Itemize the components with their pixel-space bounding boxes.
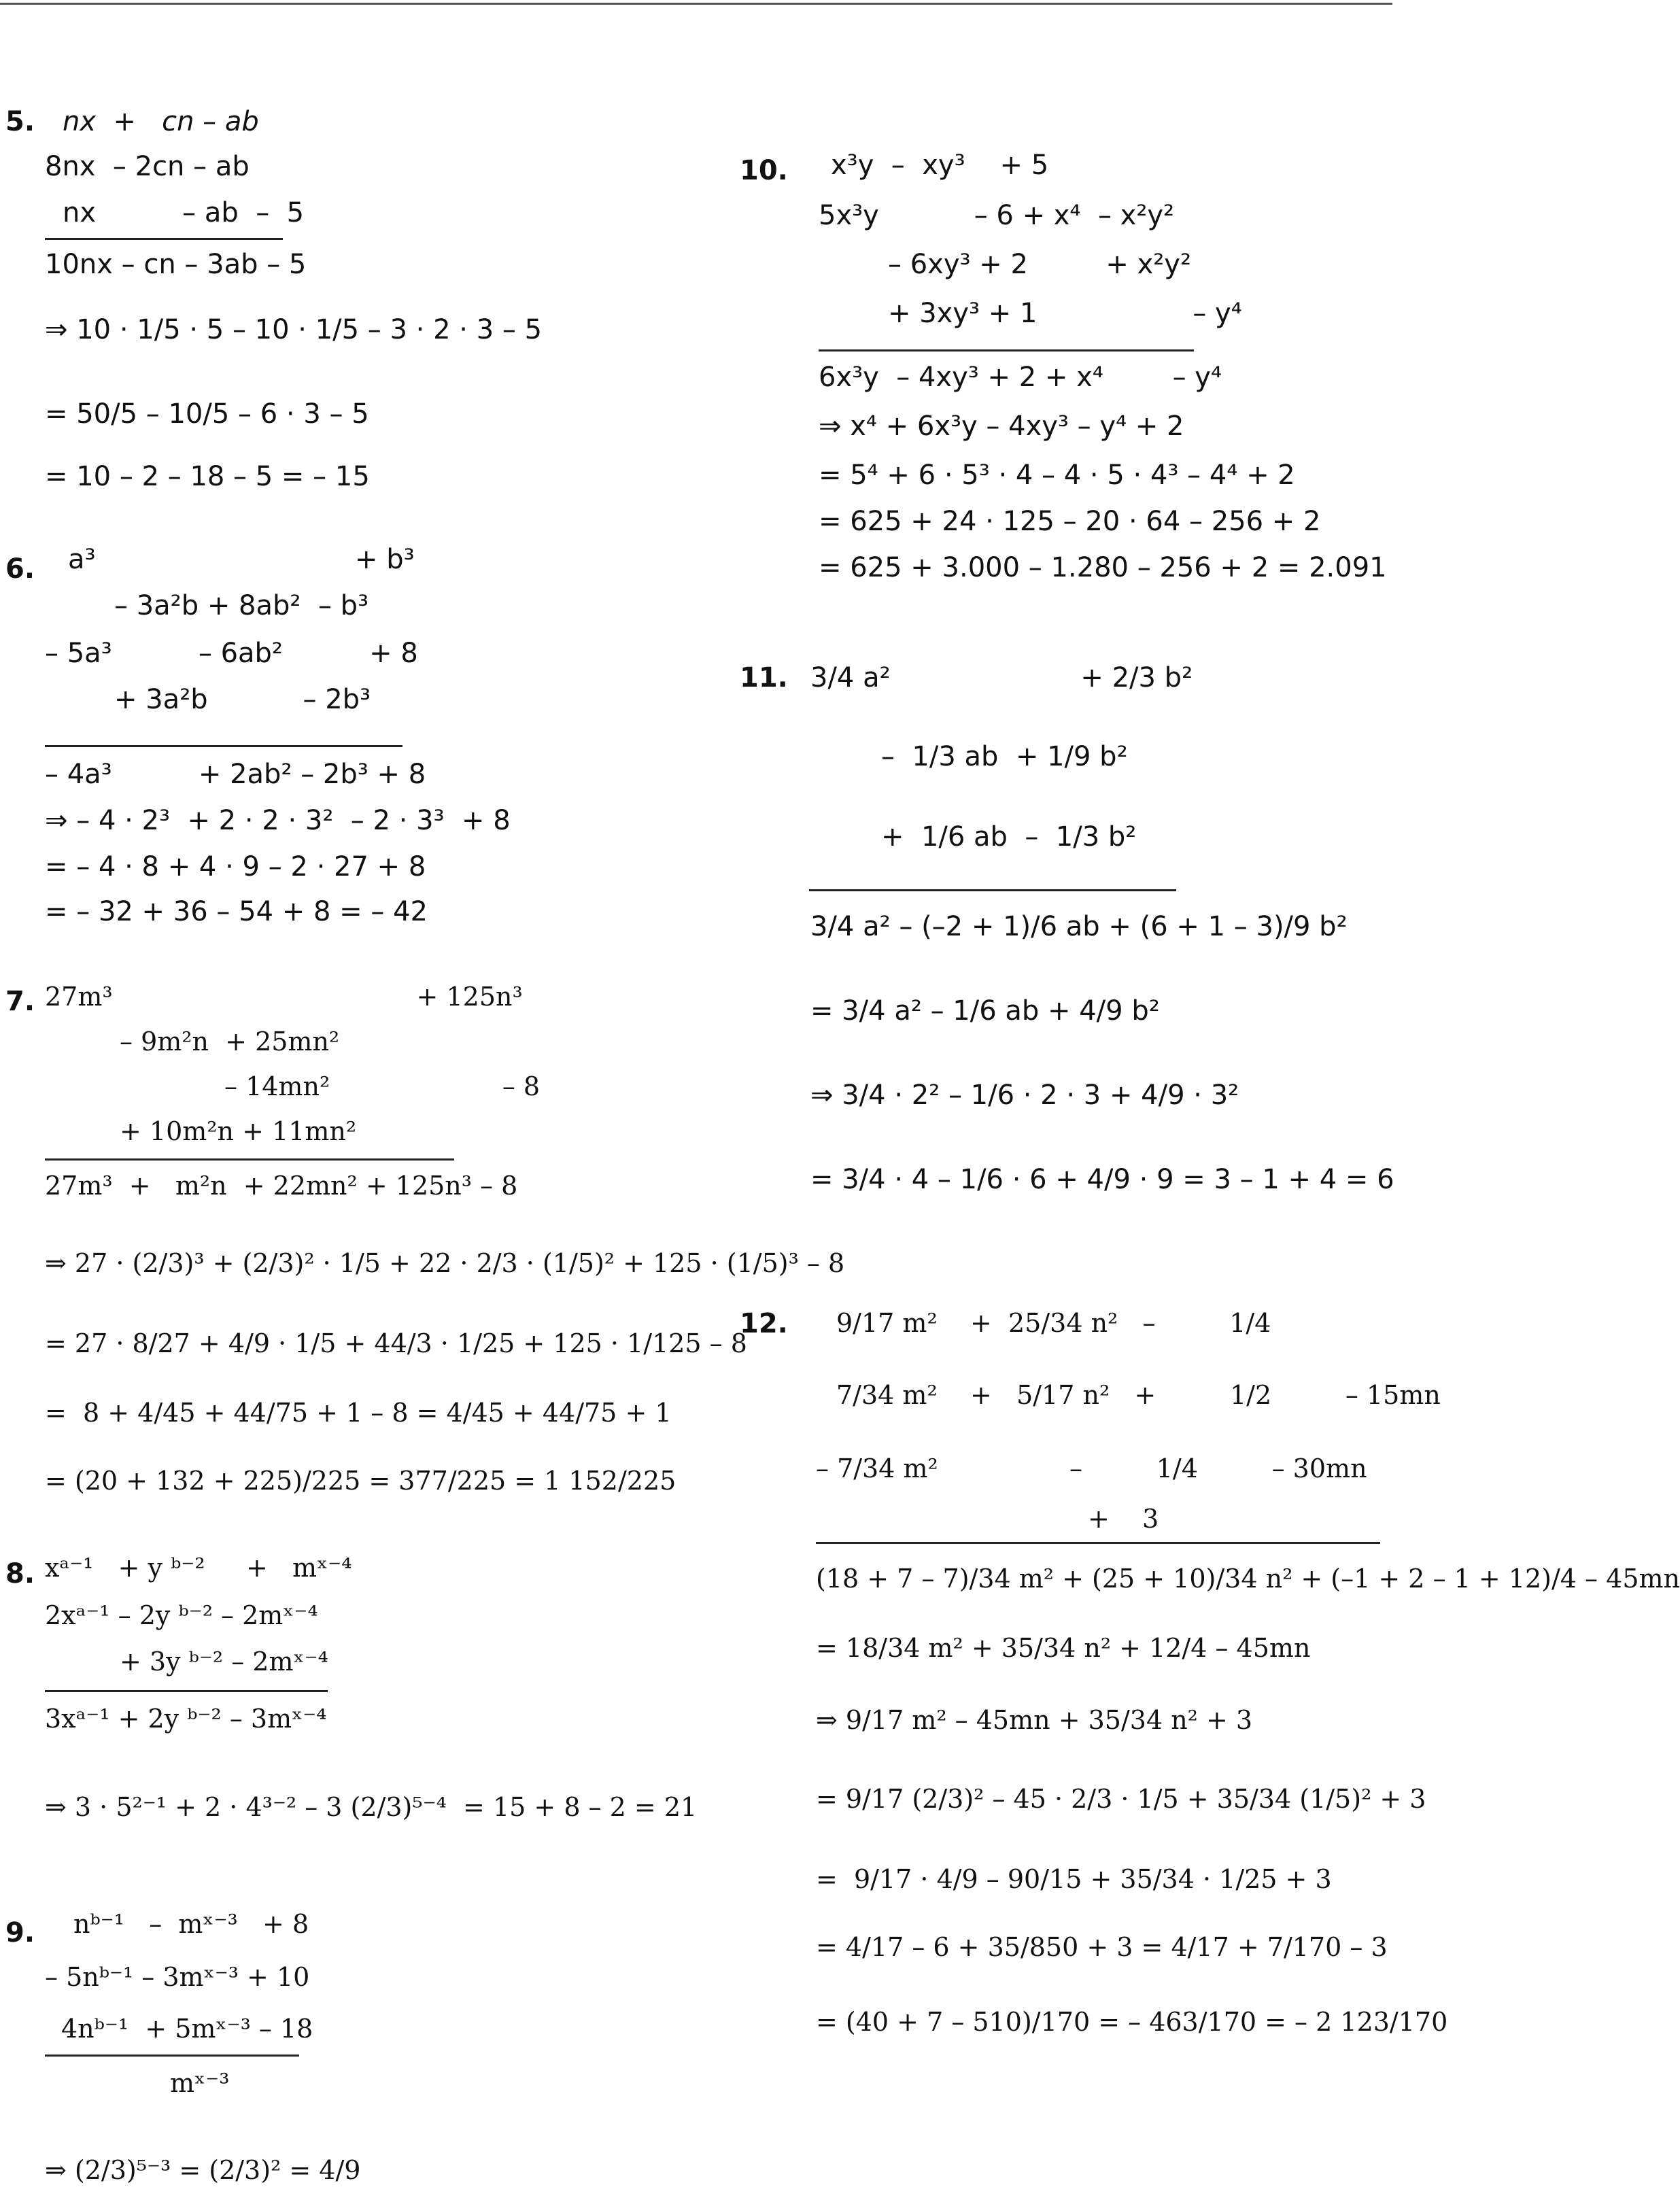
expression-line: = 18/34 m² + 35/34 n² + 12/4 – 45mn	[816, 1633, 1311, 1663]
sum-rule	[45, 745, 402, 747]
sum-rule	[45, 1690, 328, 1692]
expression-line: 5x³y – 6 + x⁴ – x²y²	[819, 200, 1175, 231]
result-line: ⇒ (2/3)⁵⁻³ = (2/3)² = 4/9	[45, 2155, 361, 2185]
expression-line: – 7/34 m² – 1/4 – 30mn	[816, 1454, 1367, 1483]
sum-line: 3/4 a² – (–2 + 1)/6 ab + (6 + 1 – 3)/9 b²	[810, 911, 1348, 942]
sum-rule	[816, 1542, 1380, 1544]
result-line: = – 32 + 36 – 54 + 8 = – 42	[45, 896, 428, 927]
expression-line: = 8 + 4/45 + 44/75 + 1 – 8 = 4/45 + 44/75 + 1	[45, 1398, 672, 1428]
expression-line: + 1/6 ab – 1/3 b²	[881, 821, 1137, 853]
problem-number: 10.	[740, 155, 788, 186]
expression-line: ⇒ – 4 · 2³ + 2 · 2 · 3² – 2 · 3³ + 8	[45, 805, 511, 836]
expression-line: 4nᵇ⁻¹ + 5mˣ⁻³ – 18	[61, 2014, 313, 2044]
sum-line: 6x³y – 4xy³ + 2 + x⁴ – y⁴	[819, 362, 1222, 393]
expression-line: xᵃ⁻¹ + y ᵇ⁻² + mˣ⁻⁴	[45, 1553, 352, 1583]
expression-line: – 14mn² – 8	[224, 1071, 541, 1101]
expression-line: 2xᵃ⁻¹ – 2y ᵇ⁻² – 2mˣ⁻⁴	[45, 1600, 318, 1630]
expression-line: 27m³ + 125n³	[45, 982, 523, 1012]
expression-line: ⇒ 10 · 1/5 · 5 – 10 · 1/5 – 3 · 2 · 3 – 5	[45, 314, 543, 345]
expression-line: + 10m²n + 11mn²	[120, 1116, 357, 1146]
expression-line: 9/17 m² + 25/34 n² – 1/4	[836, 1308, 1271, 1338]
problem-number: 12.	[740, 1308, 788, 1339]
expression-line: = 27 · 8/27 + 4/9 · 1/5 + 44/3 · 1/25 + 125 · 1/125 – 8	[45, 1328, 747, 1358]
expression-line: + 3a²b – 2b³	[114, 684, 371, 715]
expression-line: 8nx – 2cn – ab	[45, 151, 250, 182]
expression-line: – 6xy³ + 2 + x²y²	[888, 249, 1192, 280]
sum-rule	[45, 1158, 454, 1161]
sum-line: mˣ⁻³	[170, 2068, 230, 2098]
expression-line: ⇒ x⁴ + 6x³y – 4xy³ – y⁴ + 2	[819, 411, 1184, 442]
expression-line: = 5⁴ + 6 · 5³ · 4 – 4 · 5 · 4³ – 4⁴ + 2	[819, 460, 1295, 491]
expression-line: x³y – xy³ + 5	[831, 150, 1049, 181]
expression-line: nx – ab – 5	[63, 197, 305, 228]
problem-number: 11.	[740, 662, 788, 693]
expression-line: 3/4 a² + 2/3 b²	[810, 662, 1193, 693]
expression-line: – 9m²n + 25mn²	[120, 1027, 340, 1056]
result-line: ⇒ 3 · 5²⁻¹ + 2 · 4³⁻² – 3 (2/3)⁵⁻⁴ = 15 + 8 – 2 = 21	[45, 1792, 698, 1822]
expression-line: nx + cn – ab	[63, 106, 259, 137]
result-line: = 625 + 3.000 – 1.280 – 256 + 2 = 2.091	[819, 552, 1387, 583]
sum-rule	[45, 2055, 299, 2057]
expression-line: ⇒ 27 · (2/3)³ + (2/3)² · 1/5 + 22 · 2/3 · (1/5)² + 125 · (1/5)³ – 8	[45, 1248, 845, 1278]
sum-rule	[819, 349, 1194, 351]
sum-rule	[45, 238, 283, 240]
expression-line: = 9/17 · 4/9 – 90/15 + 35/34 · 1/25 + 3	[816, 1864, 1332, 1894]
expression-line: = 4/17 – 6 + 35/850 + 3 = 4/17 + 7/170 – 3	[816, 1932, 1388, 1962]
expression-line: – 5nᵇ⁻¹ – 3mˣ⁻³ + 10	[45, 1962, 310, 1992]
expression-line: – 1/3 ab + 1/9 b²	[881, 741, 1128, 772]
result-line: = 10 – 2 – 18 – 5 = – 15	[45, 461, 370, 492]
sum-rule	[809, 889, 1176, 891]
expression-line: a³ + b³	[68, 544, 415, 575]
expression-line: – 5a³ – 6ab² + 8	[45, 638, 418, 669]
sum-line: (18 + 7 – 7)/34 m² + (25 + 10)/34 n² + (–1 + 2 – 1 + 12)/4 – 45mn	[816, 1564, 1680, 1594]
problem-number: 6.	[5, 553, 35, 585]
result-line: = 3/4 · 4 – 1/6 · 6 + 4/9 · 9 = 3 – 1 + 4 = 6	[810, 1164, 1394, 1195]
expression-line: ⇒ 3/4 · 2² – 1/6 · 2 · 3 + 4/9 · 3²	[810, 1080, 1239, 1111]
expression-line: + 3xy³ + 1 – y⁴	[888, 298, 1242, 329]
expression-line: = 3/4 a² – 1/6 ab + 4/9 b²	[810, 995, 1160, 1027]
expression-line: = 50/5 – 10/5 – 6 · 3 – 5	[45, 398, 369, 430]
expression-line: + 3	[1088, 1504, 1159, 1534]
expression-line: nᵇ⁻¹ – mˣ⁻³ + 8	[73, 1909, 309, 1939]
expression-line: = 9/17 (2/3)² – 45 · 2/3 · 1/5 + 35/34 (1/5)² + 3	[816, 1784, 1426, 1814]
expression-line: ⇒ 9/17 m² – 45mn + 35/34 n² + 3	[816, 1705, 1253, 1735]
problem-number: 9.	[5, 1917, 35, 1948]
expression-line: = 625 + 24 · 125 – 20 · 64 – 256 + 2	[819, 506, 1321, 537]
result-line: = (20 + 132 + 225)/225 = 377/225 = 1 152/225	[45, 1466, 676, 1496]
problem-number: 8.	[5, 1558, 35, 1589]
problem-number: 5.	[5, 106, 35, 137]
result-line: = (40 + 7 – 510)/170 = – 463/170 = – 2 123/170	[816, 2007, 1448, 2037]
expression-line: + 3y ᵇ⁻² – 2mˣ⁻⁴	[120, 1647, 328, 1677]
expression-line: – 3a²b + 8ab² – b³	[114, 590, 369, 621]
sum-line: 3xᵃ⁻¹ + 2y ᵇ⁻² – 3mˣ⁻⁴	[45, 1704, 327, 1734]
expression-line: 7/34 m² + 5/17 n² + 1/2 – 15mn	[836, 1380, 1441, 1410]
right-column	[734, 0, 1680, 2200]
sum-line: 27m³ + m²n + 22mn² + 125n³ – 8	[45, 1171, 518, 1201]
problem-number: 7.	[5, 986, 35, 1017]
expression-line: = – 4 · 8 + 4 · 9 – 2 · 27 + 8	[45, 851, 426, 882]
sum-line: 10nx – cn – 3ab – 5	[45, 249, 307, 280]
sum-line: – 4a³ + 2ab² – 2b³ + 8	[45, 759, 426, 790]
